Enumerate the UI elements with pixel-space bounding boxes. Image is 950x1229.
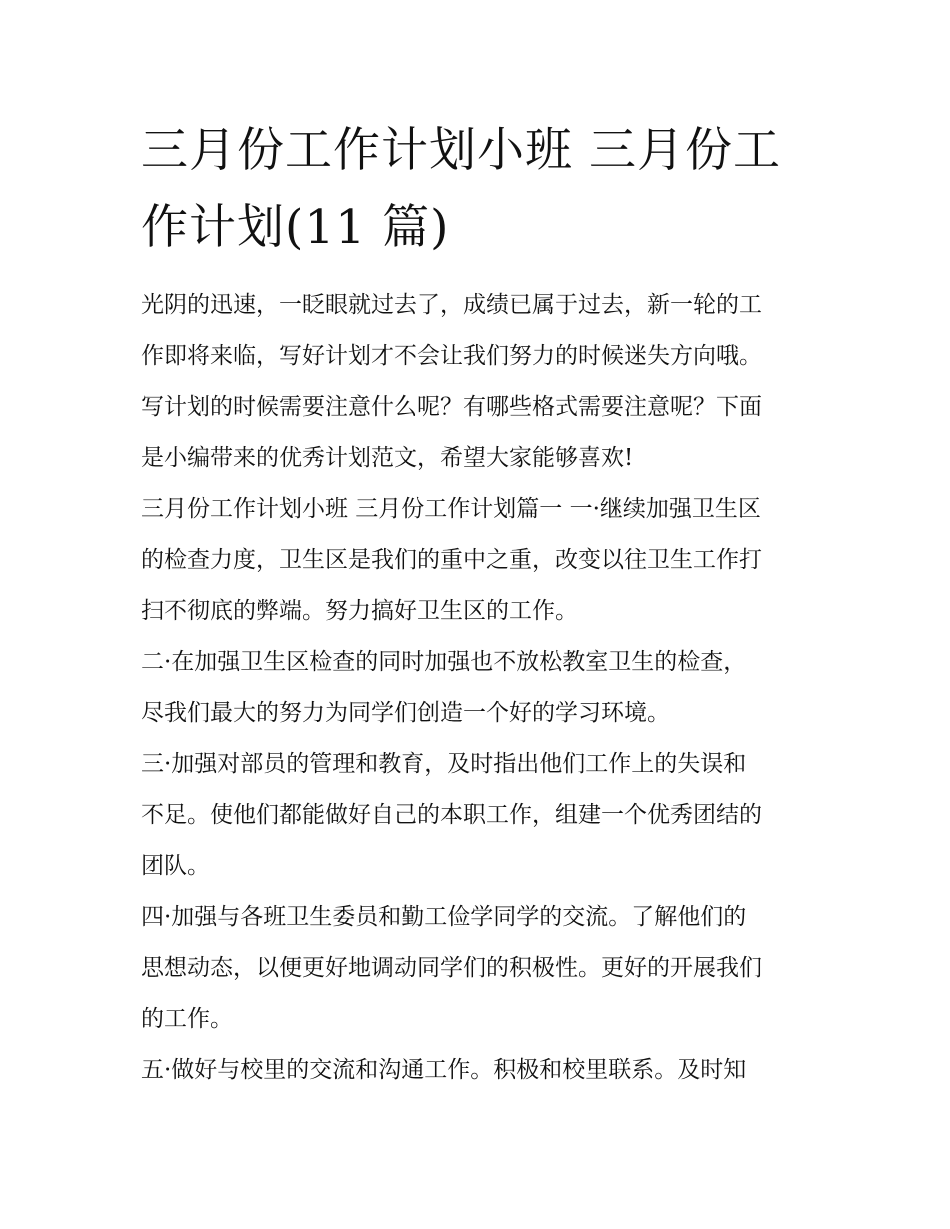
document-body	[141, 112, 816, 1096]
document-title: 三月份工作计划小班 三月份工 作计划(11 篇)	[141, 123, 781, 255]
paragraph-item-1: 三月份工作计划小班 三月份工作计划篇一 一·继续加强卫生区 的检查力度，卫生区是我们的重中之重，改变以往卫生工作打 扫不彻底的弊端。努力搞好卫生区的工作。	[141, 496, 762, 624]
paragraph-item-4: 四·加强与各班卫生委员和勤工俭学同学的交流。了解他们的 思想动态，以便更好地调动同学们的积极性。更好的开展我们 的工作。	[141, 904, 762, 1032]
paragraph-item-5: 五·做好与校里的交流和沟通工作。积极和校里联系。及时知	[141, 1057, 747, 1083]
paragraph-intro: 光阴的迅速，一眨眼就过去了，成绩已属于过去，新一轮的工 作即将来临，写好计划才不会让我们努力的时候迷失方向哦。 写计划的时候需要注意什么呢？有哪些格式需要注意呢？下面 是小编带来的优秀计划范文，希望大家能够喜欢!	[141, 292, 762, 471]
paragraph-item-3: 三·加强对部员的管理和教育，及时指出他们工作上的失误和 不足。使他们都能做好自己的本职工作，组建一个优秀团结的 团队。	[141, 751, 762, 879]
paragraph-item-2: 二·在加强卫生区检查的同时加强也不放松教室卫生的检查， 尽我们最大的努力为同学们创造一个好的学习环境。	[141, 649, 747, 726]
